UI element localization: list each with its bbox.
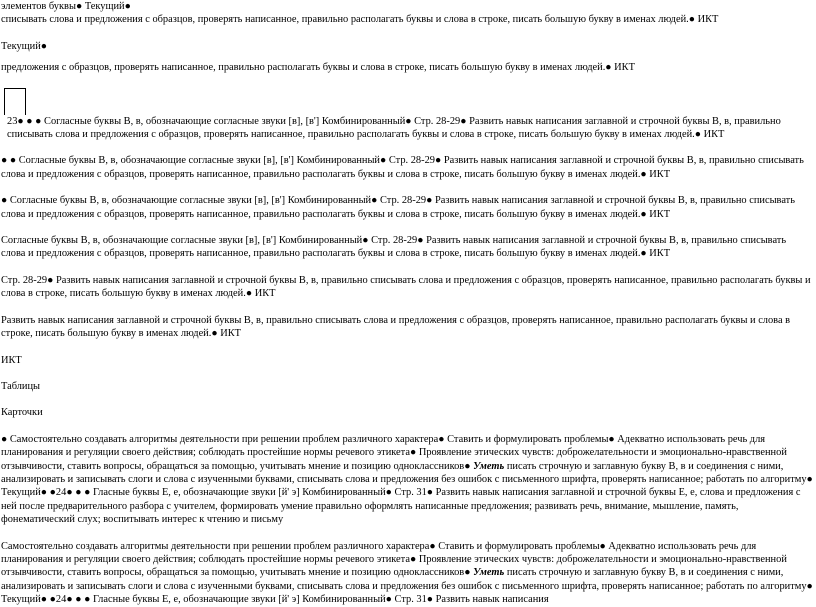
paragraph	[1, 433, 813, 527]
paragraph	[1, 540, 813, 607]
paragraph: ● Согласные буквы В, в, обозначающие согласные звуки [в], [в'] Комбинированный● Стр. 28-29● Развить навык написания заглавной и строчной буквы В, в, правильно списывать слова и предложения с образцов, проверять написанное, правильно располагать буквы и слова в строке, писать большую букву в именах людей.● ИКТ	[1, 195, 795, 220]
paragraph-text: Самостоятельно создавать алгоритмы деятельности при решении проблем различного характера● Ставить и формулировать проблемы● Адекватно использовать речь для планирования и регуляции своего действия; соблюдать простейшие нормы речевого этикета● Проявление этических чувств: доброжелательности и эмоционально-нравственной отзывчивости, ставить вопросы, обращаться за помощью, учитывать мнение и позицию одноклассников●	[1, 540, 787, 579]
paragraph-text: писать строчную и заглавную букву В, в и соединения с ними, анализировать и записывать слоги и слова с изученными буквами, списывать слова и предложения без ошибок с письменного шрифта, проверять написанное; работать по алгоритму● Текущий● ●24● ● ● Гласные буквы Е, е, обозначающие звуки [й' э] Комбинированный● Стр. 31● Развить навык написания	[1, 567, 813, 606]
text-line: Текущий●	[1, 40, 48, 52]
paragraph: ИКТ	[1, 354, 22, 366]
text-line: списывать слова и предложения с образцов, проверять написанное, правильно располагать буквы и слова в строке, писать большую букву в именах людей.● ИКТ	[1, 14, 719, 26]
emphasis-text: Уметь	[473, 460, 505, 472]
text-line: предложения с образцов, проверять написанное, правильно располагать буквы и слова в строке, писать большую букву в именах людей.● ИКТ	[1, 62, 635, 74]
paragraph: Стр. 28-29● Развить навык написания заглавной и строчной буквы В, в, правильно списывать слова и предложения с образцов, проверять написанное, правильно располагать буквы и слова в строке, писать большую букву в именах людей.● ИКТ	[1, 274, 811, 300]
paragraph-text: ● Самостоятельно создавать алгоритмы деятельности при решении проблем различного характера● Ставить и формулировать проблемы● Адекватно использовать речь для планирования и регуляции своего действия; соблюдать простейшие нормы речевого этикета● Проявление этических чувств: доброжелательности и эмоционально-нравственной отзывчивости, ставить вопросы, обращаться за помощью, учитывать мнение и позицию одноклассников●	[1, 433, 787, 472]
paragraph: Карточки	[1, 407, 43, 419]
paragraph: Согласные буквы В, в, обозначающие согласные звуки [в], [в'] Комбинированный● Стр. 28-29● Развить навык написания заглавной и строчной буквы В, в, правильно списывать слова и предложения с образцов, проверять написанное, правильно располагать буквы и слова в строке, писать большую букву в именах людей.● ИКТ	[1, 235, 787, 260]
paragraph: Развить навык написания заглавной и строчной буквы В, в, правильно списывать слова и предложения с образцов, проверять написанное, правильно располагать буквы и слова в строке, писать большую букву в именах людей.● ИКТ	[1, 314, 791, 340]
empty-table-cell	[4, 88, 26, 115]
paragraph: Таблицы	[1, 380, 41, 392]
emphasis-text: Уметь	[473, 567, 505, 579]
paragraph-text: писать строчную и заглавную букву В, в и соединения с ними, анализировать и записывать слоги и слова с изученными буквами, списывать слова и предложения без ошибок с письменного шрифта, проверять написанное; работать по алгоритму● Текущий● ●24● ● ● Гласные буквы Е, е, обозначающие звуки [й' э] Комбинированный● Стр. 31● Развить навык написания заглавной и строчной буквы Е, е, слова и предложения с ней после предварительного разбора с учителем, формировать умение правильно оформлять написанные предложения; развивать речь, внимание, мышление, память, фонематический слух; воспитывать интерес к чтению и письму	[1, 460, 813, 526]
paragraph: 23● ● ● Согласные буквы В, в, обозначающие согласные звуки [в], [в'] Комбинированный● Стр. 28-29● Развить навык написания заглавной и строчной буквы В, в, правильно списывать слова и предложения с образцов, проверять написанное, правильно располагать буквы и слова в строке, писать большую букву в именах людей.● ИКТ	[7, 115, 781, 141]
text-line: элементов буквы● Текущий●	[1, 1, 131, 12]
document-body	[1, 0, 813, 607]
paragraph: ● ● Согласные буквы В, в, обозначающие согласные звуки [в], [в'] Комбинированный● Стр. 28-29● Развить навык написания заглавной и строчной буквы В, в, правильно списывать слова и предложения с образцов, проверять написанное, правильно располагать буквы и слова в строке, писать большую букву в именах людей.● ИКТ	[1, 155, 804, 180]
